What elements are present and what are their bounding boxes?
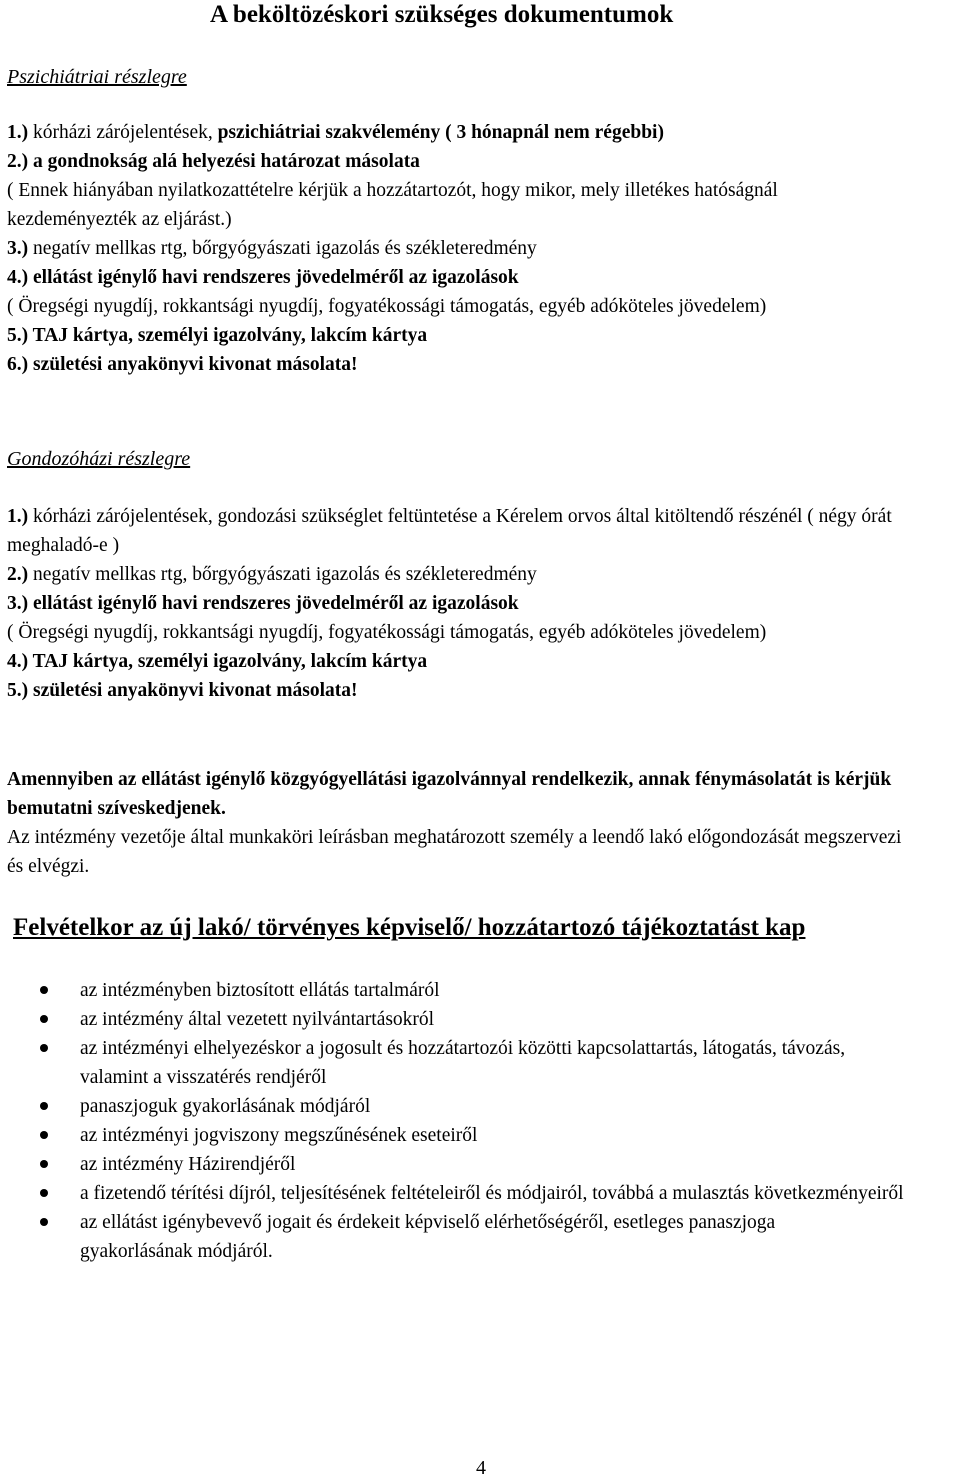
health-card-note: Amennyiben az ellátást igénylő közgyógyellátási igazolvánnyal rendelkezik, annak fénymásolatát is kérjük bemutatni szíveskedjenek. bbox=[7, 769, 892, 819]
psych-item-4: 4.) ellátást igénylő havi rendszeres jövedelméről az igazolások bbox=[7, 267, 519, 288]
bullet-icon bbox=[40, 1131, 48, 1139]
section-heading-care-home: Gondozóházi részlegre bbox=[7, 448, 191, 470]
list-item: a fizetendő térítési díjról, teljesítésének feltételeiről és módjairól, továbbá a mulasztás következményeiről bbox=[0, 1179, 950, 1208]
care-item-4: 4.) TAJ kártya, személyi igazolvány, lakcím kártya bbox=[7, 651, 428, 672]
psych-item-3: 3.) negatív mellkas rtg, bőrgyógyászati igazolás és székleteredmény bbox=[7, 238, 537, 259]
psych-item-2-note: ( Ennek hiányában nyilatkozattételre kérjük a hozzátartozót, hogy mikor, mely illetékes hatóságnál kezdeményezték az eljárást.) bbox=[7, 180, 778, 230]
bullet-icon bbox=[40, 1044, 48, 1052]
bullet-icon bbox=[40, 1189, 48, 1197]
info-bullet-list bbox=[0, 976, 950, 1266]
care-item-1: 1.) kórházi zárójelentések, gondozási szükséglet feltüntetése a Kérelem orvos által kitöltendő részénél ( négy órát meghaladó-e ) bbox=[7, 506, 892, 556]
psych-item-5: 5.) TAJ kártya, személyi igazolvány, lakcím kártya bbox=[7, 325, 428, 346]
bullet-icon bbox=[40, 1160, 48, 1168]
care-item-3: 3.) ellátást igénylő havi rendszeres jövedelméről az igazolások bbox=[7, 593, 519, 614]
list-item: az intézmény által vezetett nyilvántartásokról bbox=[0, 1005, 950, 1034]
psychiatric-list bbox=[7, 118, 955, 379]
care-home-list bbox=[7, 502, 955, 705]
psych-item-4-note: ( Öregségi nyugdíj, rokkantsági nyugdíj, fogyatékossági támogatás, egyéb adóköteles jövedelem) bbox=[7, 296, 767, 317]
bullet-icon bbox=[40, 986, 48, 994]
bullet-icon bbox=[40, 1015, 48, 1023]
info-heading: Felvételkor az új lakó/ törvényes képviselő/ hozzátartozó tájékoztatást kap bbox=[13, 914, 806, 941]
bullet-icon bbox=[40, 1218, 48, 1226]
care-item-2: 2.) negatív mellkas rtg, bőrgyógyászati igazolás és székleteredmény bbox=[7, 564, 537, 585]
psych-item-1: 1.) kórházi zárójelentések, pszichiátriai szakvélemény ( 3 hónapnál nem régebbi) bbox=[7, 122, 664, 143]
bullet-icon bbox=[40, 1102, 48, 1110]
care-item-3-note: ( Öregségi nyugdíj, rokkantsági nyugdíj, fogyatékossági támogatás, egyéb adóköteles jövedelem) bbox=[7, 622, 767, 643]
list-item: panaszjoguk gyakorlásának módjáról bbox=[0, 1092, 950, 1121]
care-item-5: 5.) születési anyakönyvi kivonat másolata! bbox=[7, 680, 358, 701]
list-item: az intézményben biztosított ellátás tartalmáról bbox=[0, 976, 950, 1005]
list-item: az intézményi jogviszony megszűnésének eseteiről bbox=[0, 1121, 950, 1150]
psych-item-6: 6.) születési anyakönyvi kivonat másolata! bbox=[7, 354, 358, 375]
list-item: az intézményi elhelyezéskor a jogosult és hozzátartozói közötti kapcsolattartás, látogatás, távozás, valamint a visszatérés rendjéről bbox=[0, 1034, 950, 1092]
list-item: az ellátást igénybevevő jogait és érdekeit képviselő elérhetőségéről, esetleges panaszjoga gyakorlásának módjáról. bbox=[0, 1208, 950, 1266]
list-item: az intézmény Házirendjéről bbox=[0, 1150, 950, 1179]
page-number: 4 bbox=[476, 1457, 486, 1479]
psych-item-2: 2.) a gondnokság alá helyezési határozat másolata bbox=[7, 151, 420, 172]
pre-care-note: Az intézmény vezetője által munkaköri leírásban meghatározott személy a leendő lakó előgondozását megszervezi és elvégzi. bbox=[7, 827, 902, 877]
section-heading-psychiatric: Pszichiátriai részlegre bbox=[7, 66, 187, 88]
document-title: A beköltözéskori szükséges dokumentumok bbox=[210, 1, 674, 28]
